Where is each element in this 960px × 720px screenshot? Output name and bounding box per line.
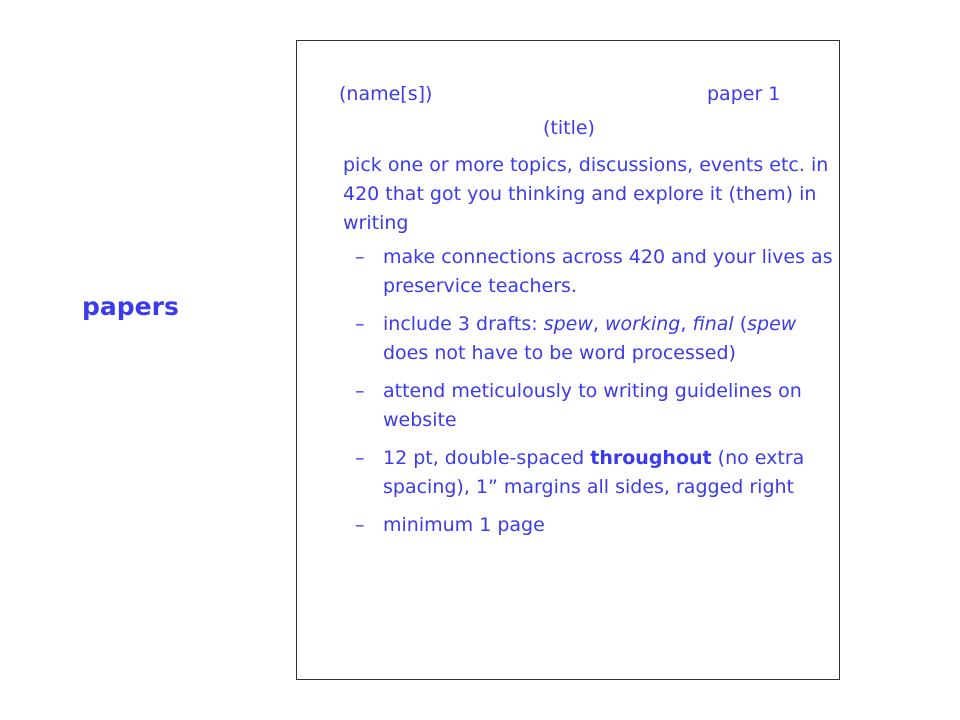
paper-card — [296, 40, 840, 680]
bullet-dash: – — [355, 313, 365, 335]
drafts-working: working — [604, 313, 681, 335]
bullet-dash: – — [355, 246, 365, 268]
format-prefix: 12 pt, double-spaced — [383, 447, 591, 469]
intro-text: pick one or more topics, discussions, events etc. in 420 that got you thinking and explore it (them) in writing — [343, 154, 829, 234]
list-item-connections — [343, 243, 833, 301]
item-text: minimum 1 page — [383, 514, 545, 536]
item-text — [383, 447, 804, 498]
drafts-spew-2: spew — [747, 313, 797, 335]
list-item-format — [343, 444, 833, 502]
drafts-final: final — [692, 313, 734, 335]
bullet-dash: – — [355, 380, 365, 402]
item-text — [383, 313, 796, 364]
bullet-dash: – — [355, 447, 365, 469]
names-placeholder: (name[s]) — [339, 83, 433, 105]
drafts-open: ( — [733, 313, 748, 335]
list-item-minimum — [343, 511, 833, 540]
item-text: attend meticulously to writing guidelines on website — [383, 380, 802, 431]
list-item-drafts — [343, 310, 833, 368]
paper-title: (title) — [543, 117, 595, 139]
drafts-spew: spew — [543, 313, 593, 335]
drafts-prefix: include 3 drafts: — [383, 313, 544, 335]
format-rest: (no extra spacing), 1” margins all sides, ragged right — [383, 447, 805, 498]
item-text: make connections across 420 and your lives as preservice teachers. — [383, 246, 833, 297]
paper-number: paper 1 — [707, 83, 781, 105]
drafts-rest: does not have to be word processed) — [383, 342, 736, 364]
drafts-sep: , — [592, 313, 605, 335]
drafts-sep: , — [680, 313, 693, 335]
format-bold: throughout — [590, 447, 712, 469]
requirements-list — [343, 243, 833, 549]
side-title: papers — [82, 292, 179, 321]
bullet-dash: – — [355, 514, 365, 536]
list-item-guidelines — [343, 377, 833, 435]
